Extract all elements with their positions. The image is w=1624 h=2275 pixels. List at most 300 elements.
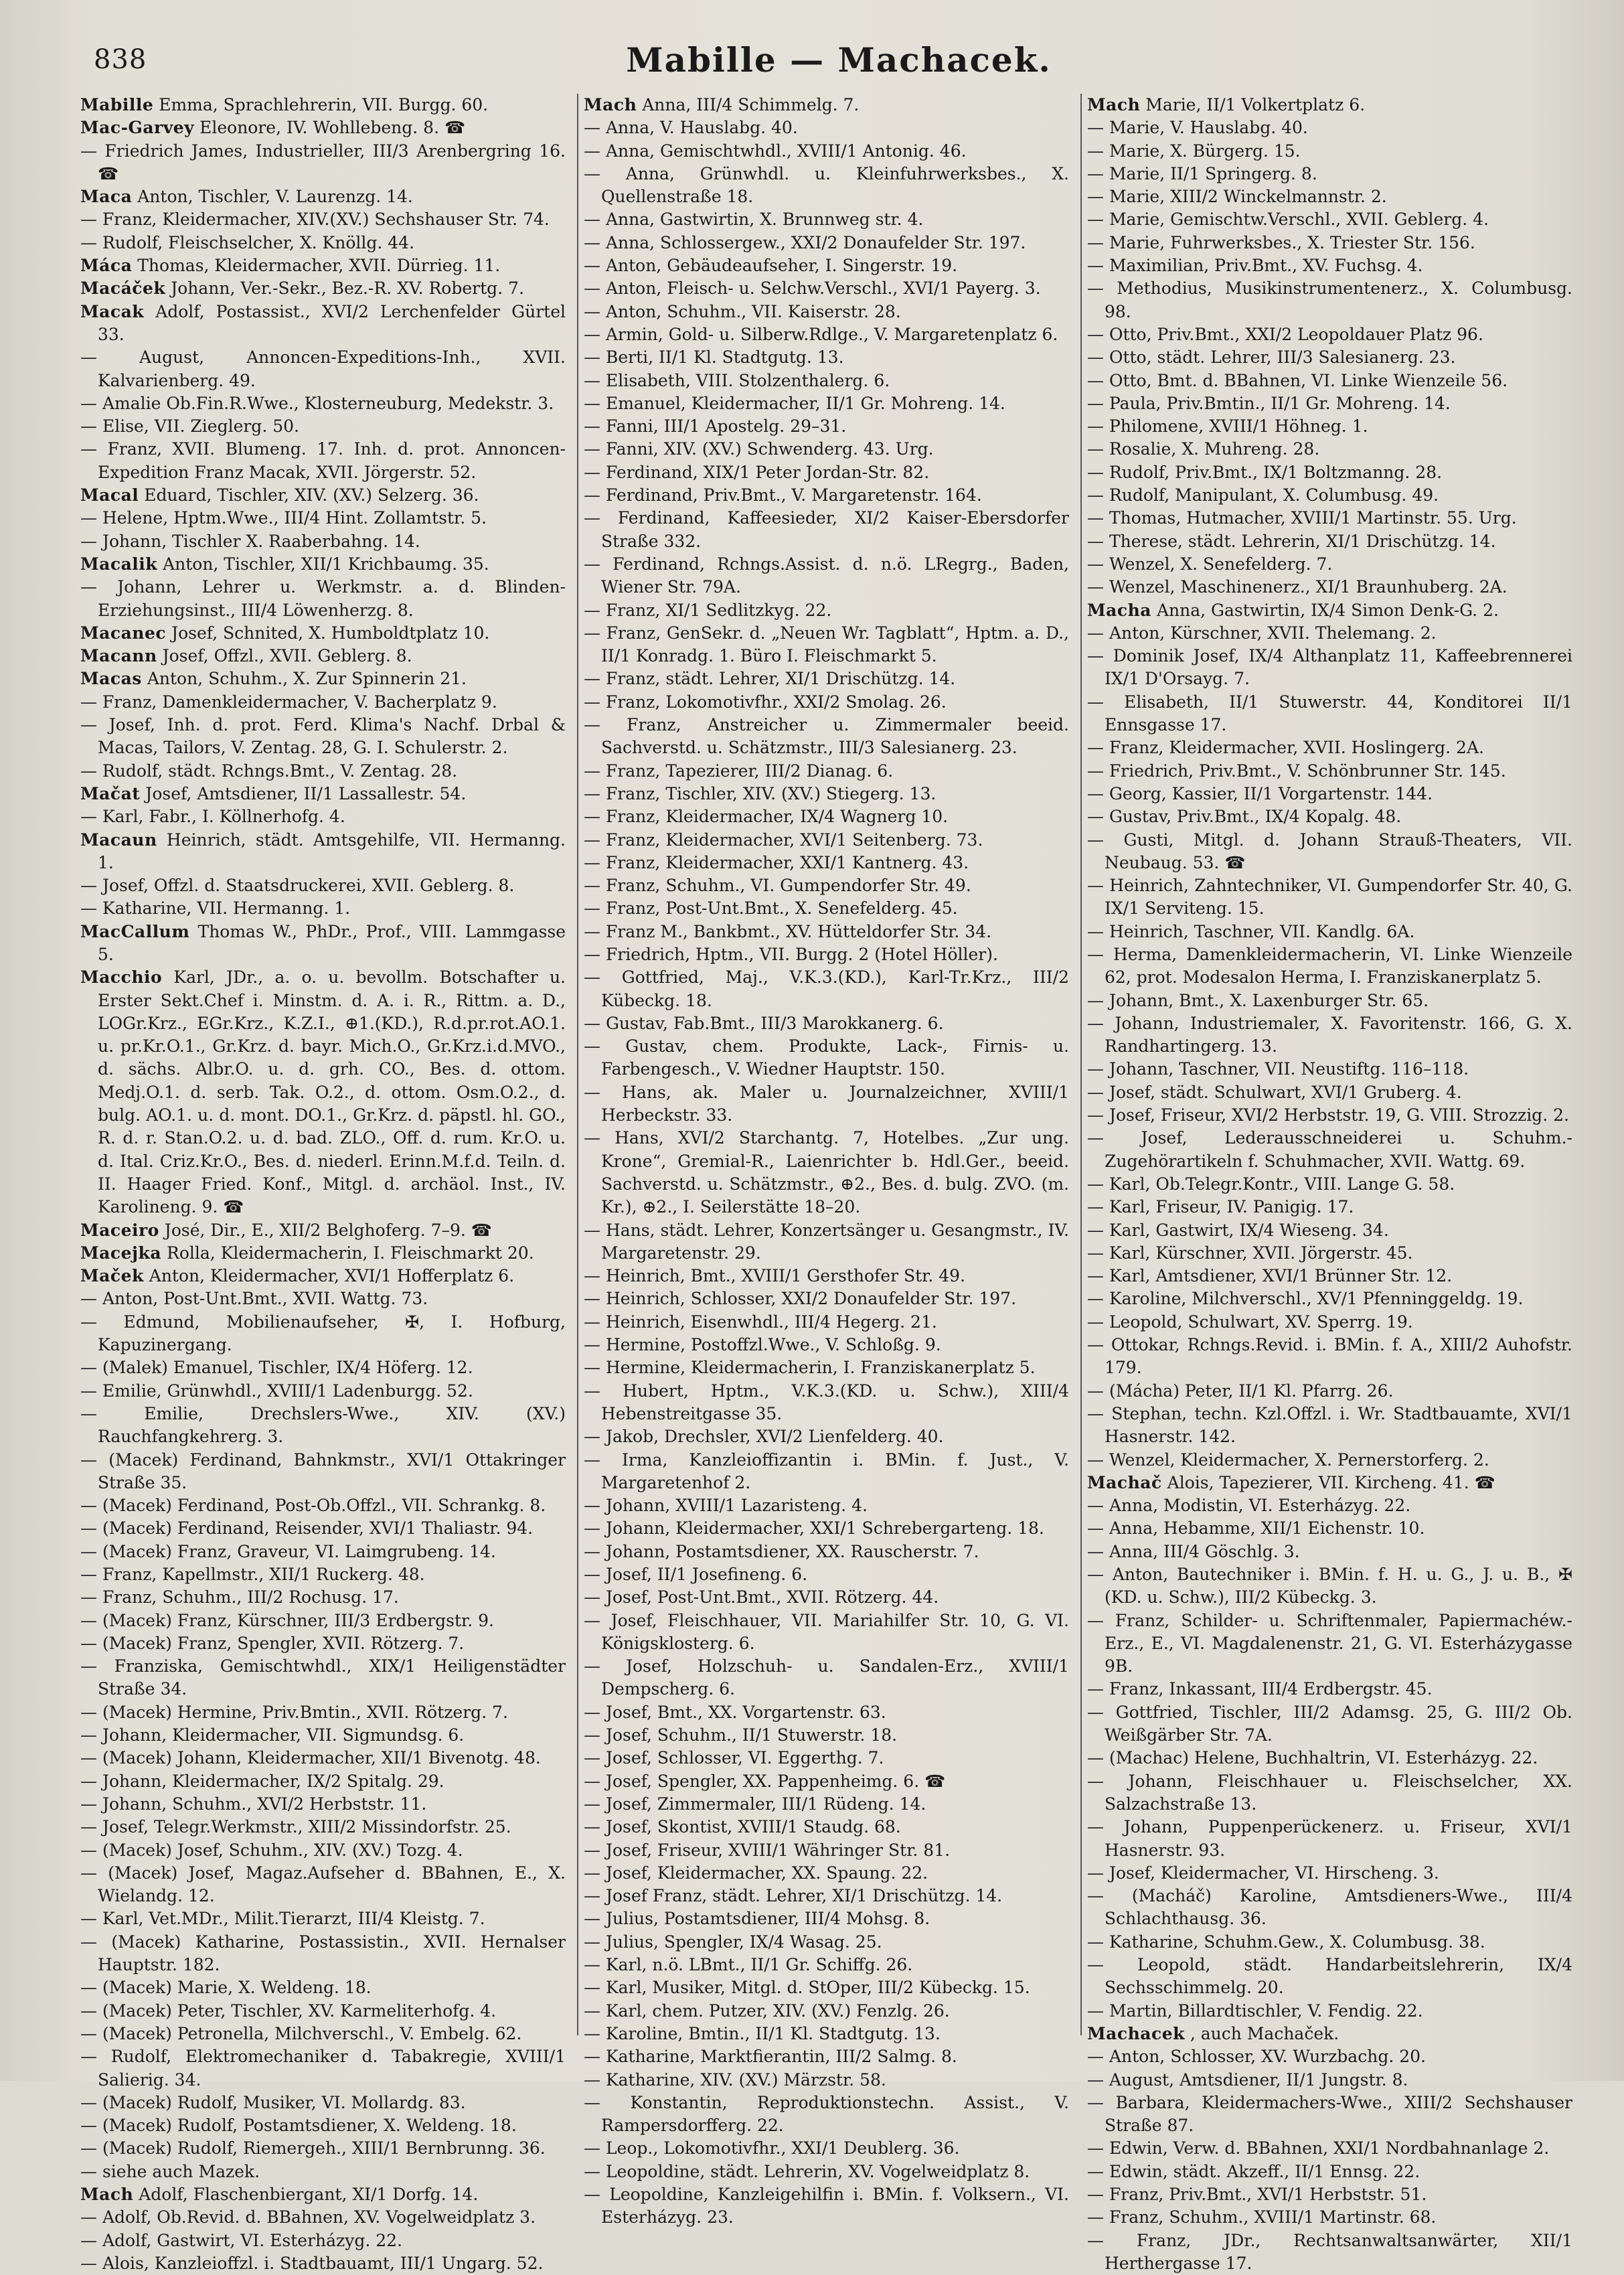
directory-entry [1087,323,1572,346]
directory-entry [584,1885,1069,1907]
entry-text: — Dominik Josef, IX/4 Althanplatz 11, Kaffeebrennerei IX/1 D'Orsayg. 7. [1087,646,1572,689]
directory-entry [584,1380,1069,1426]
directory-entry [584,1907,1069,1930]
entry-text: — (Macek) Franz, Graveur, VI. Laimgrubeng. 14. [80,1541,496,1561]
directory-entry [584,1219,1069,1265]
entry-text: — Adolf, Gastwirt, VI. Esterházyg. 22. [80,2230,402,2250]
entry-text: — Anton, Kürschner, XVII. Thelemang. 2. [1087,623,1437,643]
directory-entry [80,1242,566,1265]
directory-entry [584,1541,1069,1563]
entry-text: — (Macek) Ferdinand, Bahnkmstr., XVI/1 Ottakringer Straße 35. [80,1449,566,1492]
entry-surname: Macal [80,485,139,505]
directory-entry [80,622,566,645]
directory-entry [1087,553,1572,576]
directory-entry [1087,1770,1572,1816]
directory-entry [584,346,1069,369]
entry-text: — Heinrich, Bmt., XVIII/1 Gersthofer Str. 49. [584,1266,966,1286]
directory-entry [80,2229,566,2252]
directory-entry [584,921,1069,943]
directory-entry [584,140,1069,163]
entry-text: — Josef, Friseur, XVI/2 Herbststr. 19, G. VIII. Strozzig. 2. [1087,1105,1569,1125]
directory-entry [1087,1517,1572,1540]
directory-entry [584,1517,1069,1540]
directory-entry [80,507,566,530]
entry-surname: MacCallum [80,921,190,941]
entry-text: — Karoline, Milchverschl., XV/1 Pfenninggeldg. 19. [1087,1289,1524,1309]
entry-text: — Jakob, Drechsler, XVI/2 Lienfelderg. 40. [584,1427,944,1447]
directory-entry [80,1287,566,1310]
entry-text: — Anton, Fleisch- u. Selchw.Verschl., XVI/1 Payerg. 3. [584,279,1041,299]
entry-text: — Hermine, Postoffzl.Wwe., V. Schloßg. 9. [584,1335,941,1355]
entry-text: — Josef, Telegr.Werkmstr., XIII/2 Missindorfstr. 25. [80,1817,511,1837]
entry-text: Thomas W., PhDr., Prof., VIII. Lammgasse 5. [98,921,566,964]
entry-surname: Macalik [80,554,158,574]
directory-entry [1087,140,1572,163]
entry-text: Anna, III/4 Schimmelg. 7. [642,95,860,114]
entry-text: — Franz, Schuhm., VI. Gumpendorfer Str. 49. [584,876,971,896]
directory-entry [584,852,1069,874]
entry-text: — Josef, Fleischhauer, VII. Mariahilfer Str. 10, G. VI. Königsklosterg. 6. [584,1610,1069,1653]
entry-text: — Anton, Gebäudeaufseher, I. Singerstr. 19. [584,256,958,276]
directory-entry [584,1334,1069,1356]
directory-entry [80,346,566,392]
directory-entry [80,301,566,347]
entry-text: — Johann, Tischler X. Raaberbahng. 14. [80,531,420,551]
entry-surname: Macejka [80,1243,162,1263]
entry-text: — (Macháč) Karoline, Amtsdieners-Wwe., III/4 Schlachthausg. 36. [1087,1886,1572,1929]
entry-text: — Hans, ak. Maler u. Journalzeichner, XVIII/1 Herbeckstr. 33. [584,1082,1069,1125]
entry-surname: Macann [80,646,157,666]
entry-surname: Mabille [80,95,154,114]
entry-text: — Herma, Damenkleidermacherin, VI. Linke Wienzeile 62, prot. Modesalon Herma, I. Franziskanerplatz 5. [1087,944,1572,988]
entry-text: — Leopoldine, städt. Lehrerin, XV. Vogelweidplatz 8. [584,2161,1030,2181]
directory-entry [1087,1701,1572,1747]
directory-entry [584,714,1069,760]
entry-text: — Leopoldine, Kanzleigehilfin i. BMin. f. Volksern., VI. Esterházyg. 23. [584,2185,1069,2227]
directory-entry [80,553,566,576]
entry-text: — Franz, XVII. Blumeng. 17. Inh. d. prot. Annoncen-Expedition Franz Macak, XVII. Jörgerstr. 52. [80,439,566,482]
directory-entry [1087,484,1572,507]
directory-entry [80,1219,566,1242]
entry-text: — Methodius, Musikinstrumentenerz., X. Columbusg. 98. [1087,279,1572,321]
directory-entry [1087,1242,1572,1265]
directory-entry [80,897,566,920]
directory-entry [584,1127,1069,1219]
entry-text: — Franz, Kleidermacher, XXI/1 Kantnerg. 43. [584,852,969,872]
entry-text: — Karl, n.ö. LBmt., II/1 Gr. Schiffg. 26. [584,1955,913,1975]
entry-text: — Gottfried, Tischler, III/2 Adamsg. 25, G. III/2 Ob. Weißgärber Str. 7A. [1087,1702,1572,1745]
directory-entry [80,1563,566,1586]
entry-text: — Gustav, Fab.Bmt., III/3 Marokkanerg. 6. [584,1013,944,1033]
entry-text: — Karl, Fabr., I. Köllnerhofg. 4. [80,807,345,827]
directory-entry [1087,232,1572,254]
entry-text: — Johann, Taschner, VII. Neustiftg. 116–118. [1087,1059,1469,1079]
entry-text: — Johann, Industriemaler, X. Favoritenstr. 166, G. X. Randhartingerg. 13. [1087,1013,1572,1056]
directory-entry [584,1610,1069,1656]
entry-text: — Franz, Priv.Bmt., XVI/1 Herbststr. 51. [1087,2185,1427,2205]
directory-entry [1087,461,1572,484]
entry-text: Eleonore, IV. Wohllebeng. 8. ☎ [199,118,466,138]
directory-entry [1087,874,1572,921]
directory-entry [80,805,566,828]
entry-text: — Josef, Holzschuh- u. Sandalen-Erz., XVIII/1 Dempscherg. 6. [584,1656,1069,1699]
entry-text: — Josef, Post-Unt.Bmt., XVII. Rötzerg. 44. [584,1587,939,1607]
directory-entry [584,783,1069,805]
directory-entry [1087,163,1572,185]
entry-text: — Johann, Kleidermacher, IX/2 Spitalg. 29. [80,1771,444,1791]
directory-entry [1087,1678,1572,1701]
entry-text: — (Macek) Ferdinand, Post-Ob.Offzl., VII. Schrankg. 8. [80,1496,546,1516]
directory-entry [80,2183,566,2206]
directory-entry [584,1839,1069,1862]
entry-text: Adolf, Flaschenbiergant, XI/1 Dorfg. 14. [139,2185,479,2205]
directory-entry [584,2000,1069,2023]
directory-entry [80,1610,566,1632]
directory-entry [584,668,1069,690]
entry-text: — (Macek) Josef, Magaz.Aufseher d. BBahnen, E., X. Wielandg. 12. [80,1863,566,1906]
entry-text: — Marie, XIII/2 Winckelmannstr. 2. [1087,187,1387,207]
entry-text: — Edwin, Verw. d. BBahnen, XXI/1 Nordbahnanlage 2. [1087,2138,1550,2159]
entry-text: — Marie, II/1 Springerg. 8. [1087,163,1317,183]
directory-entry [80,2114,566,2137]
directory-entry [1087,2183,1572,2206]
directory-entry [80,1701,566,1724]
entry-text: — Karl, Kürschner, XVII. Jörgerstr. 45. [1087,1243,1413,1263]
entry-text: — (Macek) Petronella, Milchverschl., V. Embelg. 62. [80,2023,522,2043]
directory-entry [1087,829,1572,875]
entry-text: — Franz, Tischler, XIV. (XV.) Stiegerg. 13. [584,783,937,803]
entry-text: — Rudolf, Fleischselcher, X. Knöllg. 44. [80,232,415,252]
directory-entry [80,1356,566,1379]
directory-entry [80,530,566,553]
entry-text: — Konstantin, Reproduktionstechn. Assist., V. Rampersdorfferg. 22. [584,2092,1069,2136]
entry-surname: Macchio [80,967,163,988]
directory-entry [80,2000,566,2023]
directory-entry [584,1287,1069,1310]
directory-entry [584,461,1069,484]
directory-entry [80,966,566,1219]
directory-entry [584,1747,1069,1770]
entry-text: — Hermine, Kleidermacherin, I. Franziskanerplatz 5. [584,1358,1036,1378]
entry-text: — Johann, Puppenperückenerz. u. Friseur, XVI/1 Hasnerstr. 93. [1087,1817,1572,1860]
directory-entry [584,2137,1069,2160]
entry-text: — (Macek) Marie, X. Weldeng. 18. [80,1978,372,1998]
entry-text: — Franz, Kleidermacher, IX/4 Wagnerg 10. [584,807,949,827]
entry-text: — Alois, Kanzleioffzl. i. Stadtbauamt, III/1 Ungarg. 52. [80,2253,544,2273]
directory-entry [1087,1610,1572,1678]
directory-entry [80,783,566,805]
directory-entry [1087,2092,1572,2138]
directory-entry [1087,277,1572,323]
directory-entry [584,1494,1069,1517]
entry-text: — (Macek) Josef, Schuhm., XIV. (XV.) Tozg. 4. [80,1840,463,1860]
directory-entry [80,1517,566,1540]
entry-text: — Karl, chem. Putzer, XIV. (XV.) Fenzlg. 26. [584,2001,950,2021]
directory-entry [1087,1104,1572,1127]
directory-entry [584,2183,1069,2229]
entry-text: — Karl, Musiker, Mitgl. d. StOper, III/2 Kübeckg. 15. [584,1978,1030,1998]
entry-text: — Marie, X. Bürgerg. 15. [1087,141,1301,161]
entry-text: — Josef, Kleidermacher, XX. Spaung. 22. [584,1863,928,1883]
directory-entry [80,438,566,484]
directory-entry [584,1701,1069,1724]
directory-entry [80,484,566,507]
entry-text: — Gustav, Priv.Bmt., IX/4 Kopalg. 48. [1087,807,1402,827]
directory-entry [1087,2137,1572,2160]
entry-text: — Franz, Anstreicher u. Zimmermaler beeid. Sachverstd. u. Schätzmstr., III/3 Salesianerg. 23. [584,715,1069,758]
entry-text: — Josef, Inh. d. prot. Ferd. Klima's Nachf. Drbal & Macas, Tailors, V. Zentag. 28, G. I. Schulerstr. 2. [80,715,566,758]
directory-entry [1087,370,1572,392]
directory-entry [1087,1081,1572,1104]
entry-text: — Anton, Schlosser, XV. Wurzbachg. 20. [1087,2047,1426,2067]
entry-text: — Josef, Lederausschneiderei u. Schuhm.-Zugehörartikeln f. Schuhmacher, XVII. Wattg. 69. [1087,1128,1572,1171]
entry-text: — Franz, Schuhm., III/2 Rochusg. 17. [80,1587,399,1607]
entry-text: — Wenzel, Maschinenerz., XI/1 Braunhuberg. 2A. [1087,577,1508,597]
entry-text: — Katharine, VII. Hermanng. 1. [80,898,351,919]
directory-entry [1087,530,1572,553]
entry-text: — Rudolf, Manipulant, X. Columbusg. 49. [1087,485,1439,505]
entry-text: — Paula, Priv.Bmtin., II/1 Gr. Mohreng. 14. [1087,393,1451,413]
entry-text: — Rudolf, städt. Rchngs.Bmt., V. Zentag. 28. [80,761,458,781]
directory-entry [584,1012,1069,1035]
entry-text: — Josef, Offzl. d. Staatsdruckerei, XVII. Geblerg. 8. [80,876,515,896]
entry-text: — Armin, Gold- u. Silberw.Rdlge., V. Margaretenplatz 6. [584,324,1058,344]
entry-text: — Johann, XVIII/1 Lazaristeng. 4. [584,1496,868,1516]
directory-entry [80,140,566,186]
directory-entry [1087,1494,1572,1517]
entry-text: — (Macek) Johann, Kleidermacher, XII/1 Bivenotg. 48. [80,1748,541,1768]
directory-entry [1087,1816,1572,1862]
entry-text: — Elise, VII. Zieglerg. 50. [80,416,299,437]
directory-entry [1087,1012,1572,1058]
directory-entry [1087,254,1572,277]
directory-entry [80,1494,566,1517]
entry-text: — Franz, Kleidermacher, XIV.(XV.) Sechshauser Str. 74. [80,210,550,230]
entry-text: — Karl, Vet.MDr., Milit.Tierarzt, III/4 Kleistg. 7. [80,1909,485,1929]
directory-entry [1087,208,1572,231]
directory-entry [80,1632,566,1655]
entry-text: — Gusti, Mitgl. d. Johann Strauß-Theaters, VII. Neubaug. 53. ☎ [1087,830,1572,872]
entry-text: Josef, Offzl., XVII. Geblerg. 8. [162,646,412,666]
entry-text: — Johann, Lehrer u. Werkmstr. a. d. Blinden-Erziehungsinst., III/4 Löwenherzg. 8. [80,577,566,620]
directory-entry [1087,622,1572,645]
entry-surname: Macha [1087,600,1151,620]
entry-text: — Franz, Lokomotivfhr., XXI/2 Smolag. 26. [584,692,947,712]
directory-entry [584,163,1069,209]
entry-text: — Johann, Kleidermacher, VII. Sigmundsg. 6. [80,1725,465,1745]
entry-text: — Heinrich, Zahntechniker, VI. Gumpendorfer Str. 40, G. IX/1 Serviteng. 15. [1087,876,1572,919]
directory-entry [584,1563,1069,1586]
directory-entry [1087,1472,1572,1494]
directory-entry [584,1770,1069,1793]
entry-text: — Anna, Gastwirtin, X. Brunnweg str. 4. [584,210,924,230]
entry-text: Josef, Schnited, X. Humboldtplatz 10. [171,623,490,643]
entry-surname: Macas [80,669,142,689]
directory-entry [80,874,566,897]
entry-text: — Johann, Bmt., X. Laxenburger Str. 65. [1087,990,1429,1010]
entry-text: Anton, Kleidermacher, XVI/1 Hofferplatz 6. [149,1266,515,1286]
entry-text: Thomas, Kleidermacher, XVII. Dürrieg. 11. [137,256,501,276]
entry-text: — Hubert, Hptm., V.K.3.(KD. u. Schw.), XIII/4 Hebenstreitgasse 35. [584,1381,1069,1423]
directory-entry [80,1770,566,1793]
entry-surname: Machač [1087,1472,1162,1492]
entry-text: — Wenzel, X. Senefelderg. 7. [1087,554,1333,574]
directory-entry [80,2252,566,2275]
directory-entry [1087,645,1572,691]
directory-entry [584,438,1069,461]
directory-entry [80,714,566,760]
entry-text: Adolf, Postassist., XVI/2 Lerchenfelder Gürtel 33. [98,301,566,344]
entry-text: — Hans, XVI/2 Starchantg. 7, Hotelbes. „Zur ung. Krone“, Gremial-R., Laienrichter b. Hdl.Ger., beeid. Sachverstd. u. Schätzmstr., ⊕2., Bes. d. bulg. ZVO. (m. Kr.), ⊕2., I. Seilerstätte 18–20. [584,1128,1069,1217]
entry-text: — Franz, Kleidermacher, XVII. Hoslingerg. 2A. [1087,738,1484,758]
entry-text: — Josef, Schlosser, VI. Eggerthg. 7. [584,1748,884,1768]
entry-text: — Edwin, städt. Akzeff., II/1 Ennsg. 22. [1087,2161,1420,2181]
directory-entry [584,116,1069,139]
entry-text: — Johann, Schuhm., XVI/2 Herbststr. 11. [80,1794,427,1814]
entry-text: — Katharine, Marktfierantin, III/2 Salmg. 8. [584,2047,957,2067]
entry-text: Anton, Schuhm., X. Zur Spinnerin 21. [147,669,467,689]
directory-entry [1087,1127,1572,1173]
entry-text: — Fanni, III/1 Apostelg. 29–31. [584,416,847,437]
entry-text: — siehe auch Mazek. [80,2161,260,2181]
directory-entry [584,1931,1069,1954]
directory-entry [80,1311,566,1357]
entry-text: — Heinrich, Taschner, VII. Kandlg. 6A. [1087,921,1415,941]
directory-entry [1087,1747,1572,1770]
directory-entry [584,1793,1069,1816]
directory-entry [584,691,1069,714]
directory-entry [80,1541,566,1563]
entry-text: — Karl, Gastwirt, IX/4 Wieseng. 34. [1087,1220,1389,1240]
directory-entry [1087,1541,1572,1563]
directory-entry [584,94,1069,116]
entry-text: — Katharine, XIV. (XV.) Märzstr. 58. [584,2069,886,2090]
entry-text: — Anna, Gemischtwhdl., XVIII/1 Antonig. 46. [584,141,967,161]
entry-surname: Mach [1087,95,1141,114]
entry-text: — Anna, Modistin, VI. Esterházyg. 22. [1087,1496,1411,1516]
entry-text: — Franz M., Bankbmt., XV. Hütteldorfer Str. 34. [584,921,992,941]
directory-entry [80,1747,566,1770]
entry-text: — Elisabeth, VIII. Stolzenthalerg. 6. [584,370,890,390]
entry-text: — Rudolf, Priv.Bmt., IX/1 Boltzmanng. 28. [1087,462,1443,482]
entry-text: — Karl, Ob.Telegr.Kontr., VIII. Lange G. 58. [1087,1174,1455,1194]
directory-entry [1087,1334,1572,1380]
entry-text: — Josef, Zimmermaler, III/1 Rüdeng. 14. [584,1794,926,1814]
entry-text: — Helene, Hptm.Wwe., III/4 Hint. Zollamtstr. 5. [80,508,487,528]
directory-entry [1087,599,1572,622]
entry-surname: Maček [80,1266,144,1286]
entry-text: — August, Amtsdiener, II/1 Jungstr. 8. [1087,2069,1408,2090]
directory-entry [80,254,566,277]
entry-text: — Josef Franz, städt. Lehrer, XI/1 Drischützg. 14. [584,1886,1003,1906]
entry-text: — Rosalie, X. Muhreng. 28. [1087,439,1320,459]
directory-entry [1087,736,1572,759]
directory-entry [80,1449,566,1495]
directory-entry [1087,990,1572,1012]
entry-text: — Emanuel, Kleidermacher, II/1 Gr. Mohreng. 14. [584,393,1005,413]
entry-text: — Josef, Kleidermacher, VI. Hirscheng. 3. [1087,1863,1439,1883]
directory-entry [584,1954,1069,1976]
directory-entry [80,1976,566,1999]
directory-entry [584,1976,1069,1999]
directory-entry [1087,1196,1572,1219]
entry-text: — Friedrich, Priv.Bmt., V. Schönbrunner Str. 145. [1087,761,1506,781]
entry-text: — Franz, Tapezierer, III/2 Dianag. 6. [584,761,894,781]
entry-text: — Otto, städt. Lehrer, III/3 Salesianerg. 23. [1087,347,1456,368]
directory-entry [80,2161,566,2183]
entry-text: — Franz, Schuhm., XVIII/1 Martinstr. 68. [1087,2207,1437,2227]
entry-text: — Stephan, techn. Kzl.Offzl. i. Wr. Stadtbauamte, XVI/1 Hasnerstr. 142. [1087,1403,1572,1447]
entry-text: — Josef, Bmt., XX. Vorgartenstr. 63. [584,1702,886,1722]
directory-entry [584,507,1069,553]
directory-entry [80,691,566,714]
entry-text: — Thomas, Hutmacher, XVIII/1 Martinstr. 55. Urg. [1087,508,1517,528]
entry-text: — Ferdinand, XIX/1 Peter Jordan-Str. 82. [584,462,930,482]
entry-surname: Mach [80,2185,134,2205]
entry-text: — Johann, Kleidermacher, XXI/1 Schrebergarteng. 18. [584,1518,1044,1539]
directory-entry [80,232,566,254]
entry-surname: Maceiro [80,1220,159,1240]
directory-entry [584,232,1069,254]
directory-entry [80,2023,566,2045]
page-number: 838 [94,44,147,75]
entry-text: — Karoline, Bmtin., II/1 Kl. Stadtgutg. 13. [584,2023,941,2043]
directory-entry [80,1907,566,1930]
directory-entry [1087,2045,1572,2068]
entry-text: — Berti, II/1 Kl. Stadtgutg. 13. [584,347,844,368]
directory-entry [584,1724,1069,1747]
directory-entry [584,553,1069,599]
entry-text: — Therese, städt. Lehrerin, XI/1 Drischützg. 14. [1087,531,1496,551]
entry-surname: Macaun [80,830,157,850]
directory-entry [584,254,1069,277]
directory-entry [1087,1403,1572,1449]
directory-entry [584,2069,1069,2092]
entry-text: — Adolf, Ob.Revid. d. BBahnen, XV. Vogelweidplatz 3. [80,2207,536,2227]
entry-text: — Ottokar, Rchngs.Revid. i. BMin. f. A., XIII/2 Auhofstr. 179. [1087,1335,1572,1378]
directory-entry [584,1449,1069,1495]
directory-entry [584,760,1069,783]
directory-entry [584,1035,1069,1081]
entry-text: , auch Machaček. [1190,2023,1339,2043]
entry-text: — Otto, Priv.Bmt., XXI/2 Leopoldauer Platz 96. [1087,324,1483,344]
entry-text: — Emilie, Drechslers-Wwe., XIV. (XV.) Rauchfangkehrerg. 3. [80,1403,566,1447]
entry-text: — Josef, Spengler, XX. Pappenheimg. 6. ☎ [584,1771,946,1791]
entry-text: — Ferdinand, Priv.Bmt., V. Margaretenstr. 164. [584,485,982,505]
entry-text: — Franz, Post-Unt.Bmt., X. Senefelderg. 45. [584,898,958,919]
entry-text: — Heinrich, Schlosser, XXI/2 Donaufelder Str. 197. [584,1289,1017,1309]
entry-text: — (Macek) Rudolf, Riemergeh., XIII/1 Bernbrunng. 36. [80,2138,546,2159]
directory-entry [1087,1449,1572,1472]
entry-text: — Anton, Bautechniker i. BMin. f. H. u. G., J. u. B., ✠ (KD. u. Schw.), III/2 Kübeckg. 3. [1087,1565,1572,1607]
entry-text: — Josef, Friseur, XVIII/1 Währinger Str. 81. [584,1840,951,1860]
directory-entry [1087,2069,1572,2092]
directory-entry [584,1816,1069,1838]
directory-entry [1087,2229,1572,2275]
directory-entry [1087,921,1572,943]
directory-entry [584,966,1069,1012]
entry-text: — Gottfried, Maj., V.K.3.(KD.), Karl-Tr.Krz., III/2 Kübeckg. 18. [584,967,1069,1010]
entry-text: — Heinrich, Eisenwhdl., III/4 Hegerg. 21. [584,1312,937,1332]
entry-text: — Franz, XI/1 Sedlitzkyg. 22. [584,600,832,620]
directory-entry [1087,346,1572,369]
directory-entry [1087,185,1572,208]
entry-text: — Anna, V. Hauslabg. 40. [584,118,798,138]
directory-entry [584,622,1069,668]
entry-text: — Edmund, Mobilienaufseher, ✠, I. Hofburg, Kapuzinergang. [80,1312,566,1355]
directory-entry [1087,1862,1572,1885]
entry-text: Anna, Gastwirtin, IX/4 Simon Denk-G. 2. [1156,600,1499,620]
